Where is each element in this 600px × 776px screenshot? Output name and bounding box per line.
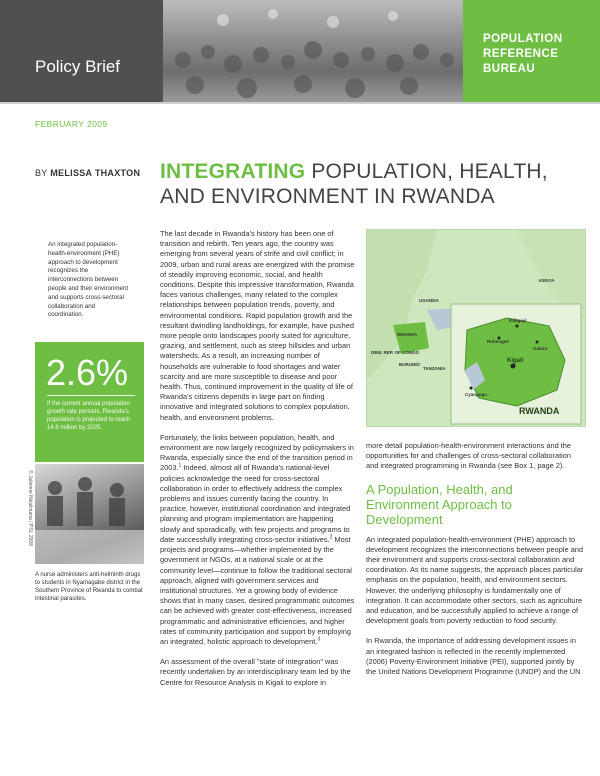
map-label-cyangugu: Cyangugu — [465, 392, 487, 397]
header-brand-panel — [0, 0, 163, 102]
body-paragraph-2 — [160, 433, 355, 647]
page-title — [160, 159, 580, 209]
stat-description: If the current annual population growth rate persists, Rwanda's population is projected to reach 14.6 million by 2025. — [47, 401, 131, 431]
map-label-rwanda-small: RWANDA — [397, 332, 418, 337]
map-label-burundi: BURUNDI — [399, 362, 420, 367]
body-paragraph-1: The last decade in Rwanda's history has been one of transition and rebirth. Ten years ago, the country was emerging from several years of strife and civil conflict; in 2009, urban and rural areas are energized with the promise of steadily improving economic, social, and health conditions. Despite this impressive transformation, Rwanda faces various challenges, many related to the complex relationships between population trends, poverty, and environmental conditions. Rapid population growth and the resultant dwindling landholdings, for example, have pushed more people onto landscapes poorly suited for agriculture, grazing, and settlement, such as steep hillsides and urban watersheds. As a result, an increasing number of households are vulnerable to food shortages and water scarcity and are more susceptible to disease and poor health. Thus, continued improvement in the quality of life of Rwanda's citizens depends in large part on finding innovative and integrated solutions to complex population, health, and environment problems. — [160, 229, 355, 422]
publication-date: FEBRUARY 2009 — [35, 119, 108, 129]
map-label-kabgayi: Kabgayi — [509, 318, 527, 323]
organization-name — [483, 32, 563, 77]
map-kigali-marker — [511, 364, 516, 369]
organization-line-3: BUREAU — [483, 63, 536, 75]
section-heading: A Population, Health, and Environment Approach to Development — [366, 481, 513, 527]
column-2-paragraph-1: more detail population-health-environment interactions and the opportunities for and challenges of cross-sectoral collaboration and integrated programming in Rwanda (see Box 1, page 2). — [366, 441, 572, 471]
map-gabiro-marker — [536, 341, 539, 344]
body-column-2 — [366, 441, 584, 687]
map-label-kenya: KENYA — [539, 278, 555, 283]
rwanda-location-map — [366, 229, 586, 427]
map-label-tanzania: TANZANIA — [423, 366, 446, 371]
map-label-rwanda-large: RWANDA — [519, 406, 560, 416]
column-2-paragraph-2: An integrated population-health-environment (PHE) approach to development recognizes the interconnections between people and their environment and supports cross-sectoral collaboration and coordination. As its name suggests, the approach places particular emphasis on the population, health, and environment sectors. However, the underlying philosophy is fundamentally one of integration. It can accommodate other sectors, such as agriculture and education, and be successfully applied to achieve a range of development goals from poverty reduction to food security. — [366, 534, 584, 626]
header-divider — [0, 102, 600, 104]
map-label-ruhengeri: Ruhengeri — [487, 339, 510, 344]
footnote-ref-1: 1 — [178, 463, 182, 469]
body-paragraph-3: An assessment of the overall "state of integration" was recently undertaken by an interdisciplinary team led by the Centre for Resource Analysis in Kigali to explore in — [160, 657, 351, 687]
body-column-1 — [160, 229, 355, 698]
map-graphic — [367, 230, 585, 426]
organization-line-1: POPULATION — [483, 33, 563, 45]
sidebar-summary: An integrated population-health-environment (PHE) approach to development recognizes the interconnections between people and their environment and supports cross-sectoral collaboration and coordination. — [48, 241, 129, 319]
footnote-ref-3: 3 — [317, 636, 321, 643]
nurse-students-photo-graphic — [35, 464, 144, 564]
map-cyangugu-marker — [470, 387, 473, 390]
sidebar-photo — [35, 464, 144, 564]
stat-divider — [47, 395, 135, 396]
author-prefix: BY — [35, 168, 51, 178]
footnote-ref-2: 2 — [329, 534, 333, 541]
map-label-kigali: Kigali — [507, 358, 524, 364]
body-paragraph-2-part-c: Most projects and programs—whether implemented by the government or NGOs, at a national scale or at the community level—continue to follow the traditional sectoral approach, aligned with government services and institutional structures. Yet a growing body of evidence shows that in many cases, desired programmatic outcomes can be achieved with greater cost-effectiveness, increased programmatic and administrative efficiencies, and higher rates of community participation and support by employing an integrated, holistic approach to development. — [160, 534, 355, 646]
author-byline — [35, 168, 140, 178]
photo-caption: A nurse administers anti-helminth drugs to students in Nyamagabe district in the Southern Province of Rwanda to combat intestinal parasites. — [35, 572, 143, 602]
map-label-drc: DEM. REP. OF CONGO — [371, 350, 420, 355]
map-label-gabiro: Gabiro — [533, 346, 548, 351]
map-label-uganda: UGANDA — [419, 298, 439, 303]
organization-line-2: REFERENCE — [483, 48, 559, 60]
photo-credit: © Julienne Nikalimana / PSI, 2008 — [27, 470, 33, 546]
crowd-photo-graphic — [163, 0, 463, 102]
map-kabgayi-marker — [516, 325, 519, 328]
title-line-2: AND ENVIRONMENT IN RWANDA — [160, 185, 495, 208]
column-2-paragraph-3: In Rwanda, the importance of addressing development issues in an integrated fashion is reflected in the recently implemented (2006) Poverty-Environment Initiative (PEI), supported jointly by the United Nations Development Programme (UNDP) and the UN — [366, 636, 581, 677]
author-name: MELISSA THAXTON — [50, 168, 141, 178]
body-paragraph-2-part-b: Indeed, almost all of Rwanda's national-level policies acknowledge the need for cross-sectoral collaboration in order to effectively address the complex problems and issues currently facing the country. In practice, however, institutional coordination and integrated planning and program implementation are happening slowly and sporadically, with few projects and programs to date successfully integrating cross-sector initiatives. — [160, 463, 351, 544]
brand-title: Policy Brief — [35, 57, 121, 76]
title-line-1-rest: POPULATION, HEALTH, — [305, 160, 548, 183]
title-highlight: INTEGRATING — [160, 160, 306, 183]
stat-value: 2.6% — [46, 352, 129, 393]
body-paragraph-2-part-a: Fortunately, the links between population, health, and environment are now largely recognized by policymakers in Rwanda, especially since the end of the transition period in 2003. — [160, 432, 354, 473]
header-photo — [163, 0, 463, 102]
